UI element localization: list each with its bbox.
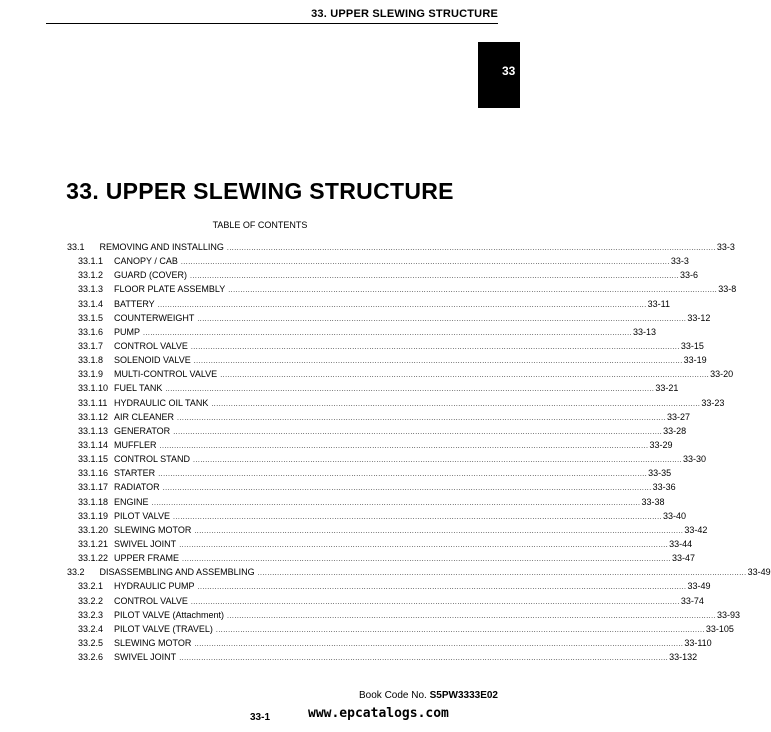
toc-entry[interactable] <box>67 608 741 622</box>
toc-entry[interactable] <box>67 240 735 254</box>
toc-entry-label: CONTROL STAND <box>114 454 191 465</box>
toc-leader-dots: ........................................................................................................................................................................................................ <box>190 598 680 606</box>
toc-entry-label: CONTROL VALVE <box>114 595 188 606</box>
toc-entry-page: 33-15 <box>680 340 704 351</box>
toc-entry-number: 33.1.13 <box>78 425 109 436</box>
toc-entry-number: 33.1.17 <box>78 482 109 493</box>
toc-entry-page: 33-36 <box>652 482 676 493</box>
toc-leader-dots: ........................................................................................................................................................................................................ <box>194 527 684 535</box>
toc-entry-number: 33.2.1 <box>78 581 104 592</box>
watermark: www.epcatalogs.com <box>308 706 449 721</box>
toc-entry-label: SWIVEL JOINT <box>114 652 177 663</box>
book-code <box>359 690 498 701</box>
toc-entry-number: 33.2.3 <box>78 609 104 620</box>
toc-entry-label: PILOT VALVE (TRAVEL) <box>114 623 213 634</box>
toc-leader-dots: ........................................................................................................................................................................................................ <box>182 556 671 564</box>
toc-entry-page: 33-49 <box>687 581 711 592</box>
toc-entry-number: 33.1.1 <box>78 256 104 267</box>
toc-entry-number: 33.1.12 <box>78 411 109 422</box>
toc-entry-label: GUARD (COVER) <box>114 270 188 281</box>
toc-entry-number: 33.1.18 <box>78 496 109 507</box>
toc-entry-page: 33-105 <box>705 623 734 634</box>
toc-entry-page: 33-11 <box>647 298 671 309</box>
toc-entry[interactable] <box>67 353 707 367</box>
toc-entry[interactable] <box>67 339 704 353</box>
toc-entry-label: COUNTERWEIGHT <box>114 312 195 323</box>
toc-entry-number: 33.1.6 <box>78 326 104 337</box>
toc-leader-dots: ........................................................................................................................................................................................................ <box>165 386 655 394</box>
toc-entry[interactable] <box>67 325 657 339</box>
toc-entry[interactable] <box>67 381 679 395</box>
toc-leader-dots: ........................................................................................................................................................................................................ <box>257 570 747 578</box>
toc-entry-number: 33.2 <box>67 567 85 578</box>
toc-leader-dots: ........................................................................................................................................................................................................ <box>162 485 652 493</box>
toc-entry[interactable] <box>67 268 698 282</box>
toc-entry-label: PUMP <box>114 326 141 337</box>
toc-entry-label: SWIVEL JOINT <box>114 538 177 549</box>
toc-entry[interactable] <box>67 523 708 537</box>
toc-entry-number: 33.1.2 <box>78 270 104 281</box>
toc-leader-dots: ........................................................................................................................................................................................................ <box>193 457 682 465</box>
toc-entry-page: 33-6 <box>679 270 698 281</box>
toc-entry-number: 33.1.22 <box>78 553 109 564</box>
toc-leader-dots: ........................................................................................................................................................................................................ <box>193 358 683 366</box>
toc-entry-number: 33.1.10 <box>78 383 109 394</box>
toc-entry-page: 33-27 <box>667 411 691 422</box>
toc-entry[interactable] <box>67 410 691 424</box>
toc-leader-dots: ........................................................................................................................................................................................................ <box>194 640 684 648</box>
toc-leader-dots: ........................................................................................................................................................................................................ <box>226 245 716 252</box>
toc-entry-number: 33.1.20 <box>78 524 109 535</box>
toc-leader-dots: ........................................................................................................................................................................................................ <box>197 584 687 592</box>
toc-leader-dots: ........................................................................................................................................................................................................ <box>143 329 632 337</box>
toc-leader-dots: ........................................................................................................................................................................................................ <box>159 442 649 450</box>
book-code-label: Book Code No. <box>359 690 427 701</box>
toc-entry-number: 33.2.5 <box>78 637 104 648</box>
toc-entry-label: MULTI-CONTROL VALVE <box>114 369 218 380</box>
running-header: 33. UPPER SLEWING STRUCTURE <box>46 8 498 24</box>
toc-entry-label: HYDRAULIC PUMP <box>114 581 195 592</box>
toc-entry-label: PILOT VALVE <box>114 510 171 521</box>
toc-leader-dots: ........................................................................................................................................................................................................ <box>180 259 670 267</box>
toc-entry-number: 33.1 <box>67 242 85 252</box>
toc-entry-number: 33.1.14 <box>78 439 109 450</box>
toc-entry[interactable] <box>67 396 725 410</box>
toc-entry-number: 33.1.11 <box>78 397 108 408</box>
toc-entry[interactable] <box>67 438 673 452</box>
toc-entry-number: 33.1.3 <box>78 284 104 295</box>
toc-entry-label: BATTERY <box>114 298 155 309</box>
toc-entry-page: 33-29 <box>649 439 673 450</box>
toc-leader-dots: ........................................................................................................................................................................................................ <box>227 612 717 620</box>
toc-entry-page: 33-40 <box>663 510 687 521</box>
toc-entry-label: UPPER FRAME <box>114 553 180 564</box>
toc-entry-number: 33.1.15 <box>78 454 109 465</box>
toc-entry-label: SOLENOID VALVE <box>114 355 191 366</box>
toc-entry[interactable] <box>67 636 712 650</box>
toc-entry-page: 33-42 <box>684 524 708 535</box>
toc-entry[interactable] <box>67 579 711 593</box>
toc-leader-dots: ........................................................................................................................................................................................................ <box>151 499 641 507</box>
toc-entry-label: GENERATOR <box>114 425 171 436</box>
toc-leader-dots: ........................................................................................................................................................................................................ <box>190 343 680 351</box>
toc-entry-page: 33-74 <box>680 595 704 606</box>
toc-entry-number: 33.1.7 <box>78 340 104 351</box>
toc-entry-number: 33.1.21 <box>78 538 109 549</box>
toc-entry-page: 33-28 <box>663 425 687 436</box>
toc-entry[interactable] <box>67 495 665 509</box>
toc-leader-dots: ........................................................................................................................................................................................................ <box>215 626 705 634</box>
toc-entry-label: SLEWING MOTOR <box>114 524 192 535</box>
toc-entry-page: 33-21 <box>655 383 679 394</box>
toc-entry-page: 33-35 <box>648 468 672 479</box>
toc-entry-number: 33.1.8 <box>78 355 104 366</box>
toc-entry-label: DISASSEMBLING AND ASSEMBLING <box>99 567 255 578</box>
toc-leader-dots: ........................................................................................................................................................................................................ <box>157 301 647 309</box>
toc-leader-dots: ........................................................................................................................................................................................................ <box>197 315 687 323</box>
toc-entry[interactable] <box>67 282 737 296</box>
toc-leader-dots: ........................................................................................................................................................................................................ <box>179 655 669 663</box>
toc-entry-page: 33-3 <box>670 256 689 267</box>
toc-leader-dots: ........................................................................................................................................................................................................ <box>177 414 666 422</box>
toc-entry[interactable] <box>67 537 693 551</box>
toc-heading: TABLE OF CONTENTS <box>212 220 308 230</box>
toc-entry-page: 33-38 <box>641 496 665 507</box>
toc-entry-page: 33-49 <box>747 567 771 578</box>
toc-entry-label: HYDRAULIC OIL TANK <box>114 397 209 408</box>
toc-entry-label: MUFFLER <box>114 439 157 450</box>
toc-entry-label: FLOOR PLATE ASSEMBLY <box>114 284 226 295</box>
chapter-tab: 33 <box>478 42 520 108</box>
toc-leader-dots: ........................................................................................................................................................................................................ <box>173 513 662 521</box>
toc-entry-page: 33-8 <box>718 284 737 295</box>
toc-entry-number: 33.2.6 <box>78 652 104 663</box>
table-of-contents <box>67 240 771 664</box>
toc-entry-page: 33-93 <box>717 609 741 620</box>
toc-entry[interactable] <box>67 311 711 325</box>
toc-entry-page: 33-13 <box>632 326 657 337</box>
toc-entry[interactable] <box>67 622 734 636</box>
toc-entry-label: CANOPY / CAB <box>114 256 178 267</box>
toc-entry-number: 33.1.5 <box>78 312 104 323</box>
toc-entry[interactable] <box>67 565 771 579</box>
toc-entry-page: 33-132 <box>669 652 698 663</box>
toc-entry-number: 33.1.19 <box>78 510 109 521</box>
toc-entry-label: REMOVING AND INSTALLING <box>99 242 224 252</box>
toc-entry-number: 33.2.4 <box>78 623 104 634</box>
toc-entry-number: 33.1.4 <box>78 298 104 309</box>
toc-entry-page: 33-44 <box>669 538 693 549</box>
toc-entry[interactable] <box>67 650 698 664</box>
toc-entry[interactable] <box>67 424 687 438</box>
page-title: 33. UPPER SLEWING STRUCTURE <box>66 178 454 204</box>
toc-entry[interactable] <box>67 367 734 381</box>
toc-entry-page: 33-23 <box>701 397 725 408</box>
toc-entry-label: PILOT VALVE (Attachment) <box>114 609 225 620</box>
toc-entry[interactable] <box>67 509 687 523</box>
toc-entry-page: 33-12 <box>687 312 711 323</box>
page-number: 33-1 <box>250 712 271 723</box>
toc-entry[interactable] <box>67 551 696 565</box>
toc-entry-page: 33-20 <box>710 369 734 380</box>
toc-leader-dots: ........................................................................................................................................................................................................ <box>179 541 669 549</box>
toc-entry-page: 33-47 <box>671 553 696 564</box>
toc-entry[interactable] <box>67 297 671 311</box>
toc-entry[interactable] <box>67 452 707 466</box>
toc-entry-number: 33.2.2 <box>78 595 104 606</box>
toc-leader-dots: ........................................................................................................................................................................................................ <box>211 400 701 408</box>
toc-entry[interactable] <box>67 594 704 608</box>
toc-entry-number: 33.1.16 <box>78 468 109 479</box>
toc-leader-dots: ........................................................................................................................................................................................................ <box>228 287 718 295</box>
toc-entry[interactable] <box>67 254 689 268</box>
toc-leader-dots: ........................................................................................................................................................................................................ <box>190 273 679 281</box>
toc-entry[interactable] <box>67 480 676 494</box>
toc-leader-dots: ........................................................................................................................................................................................................ <box>173 428 663 436</box>
toc-entry-label: AIR CLEANER <box>114 411 175 422</box>
toc-entry-label: ENGINE <box>114 496 149 507</box>
toc-entry-label: STARTER <box>114 468 156 479</box>
toc-leader-dots: ........................................................................................................................................................................................................ <box>158 471 648 479</box>
toc-entry-page: 33-3 <box>716 242 735 252</box>
toc-entry-number: 33.1.9 <box>78 369 104 380</box>
book-code-value: S5PW3333E02 <box>429 690 498 701</box>
toc-entry-page: 33-30 <box>682 454 707 465</box>
toc-entry-label: RADIATOR <box>114 482 160 493</box>
toc-entry[interactable] <box>67 466 672 480</box>
toc-entry-label: SLEWING MOTOR <box>114 637 192 648</box>
toc-entry-label: CONTROL VALVE <box>114 340 188 351</box>
toc-entry-label: FUEL TANK <box>114 383 163 394</box>
toc-entry-page: 33-110 <box>684 637 712 648</box>
toc-entry-page: 33-19 <box>683 355 707 366</box>
toc-leader-dots: ........................................................................................................................................................................................................ <box>220 372 710 380</box>
